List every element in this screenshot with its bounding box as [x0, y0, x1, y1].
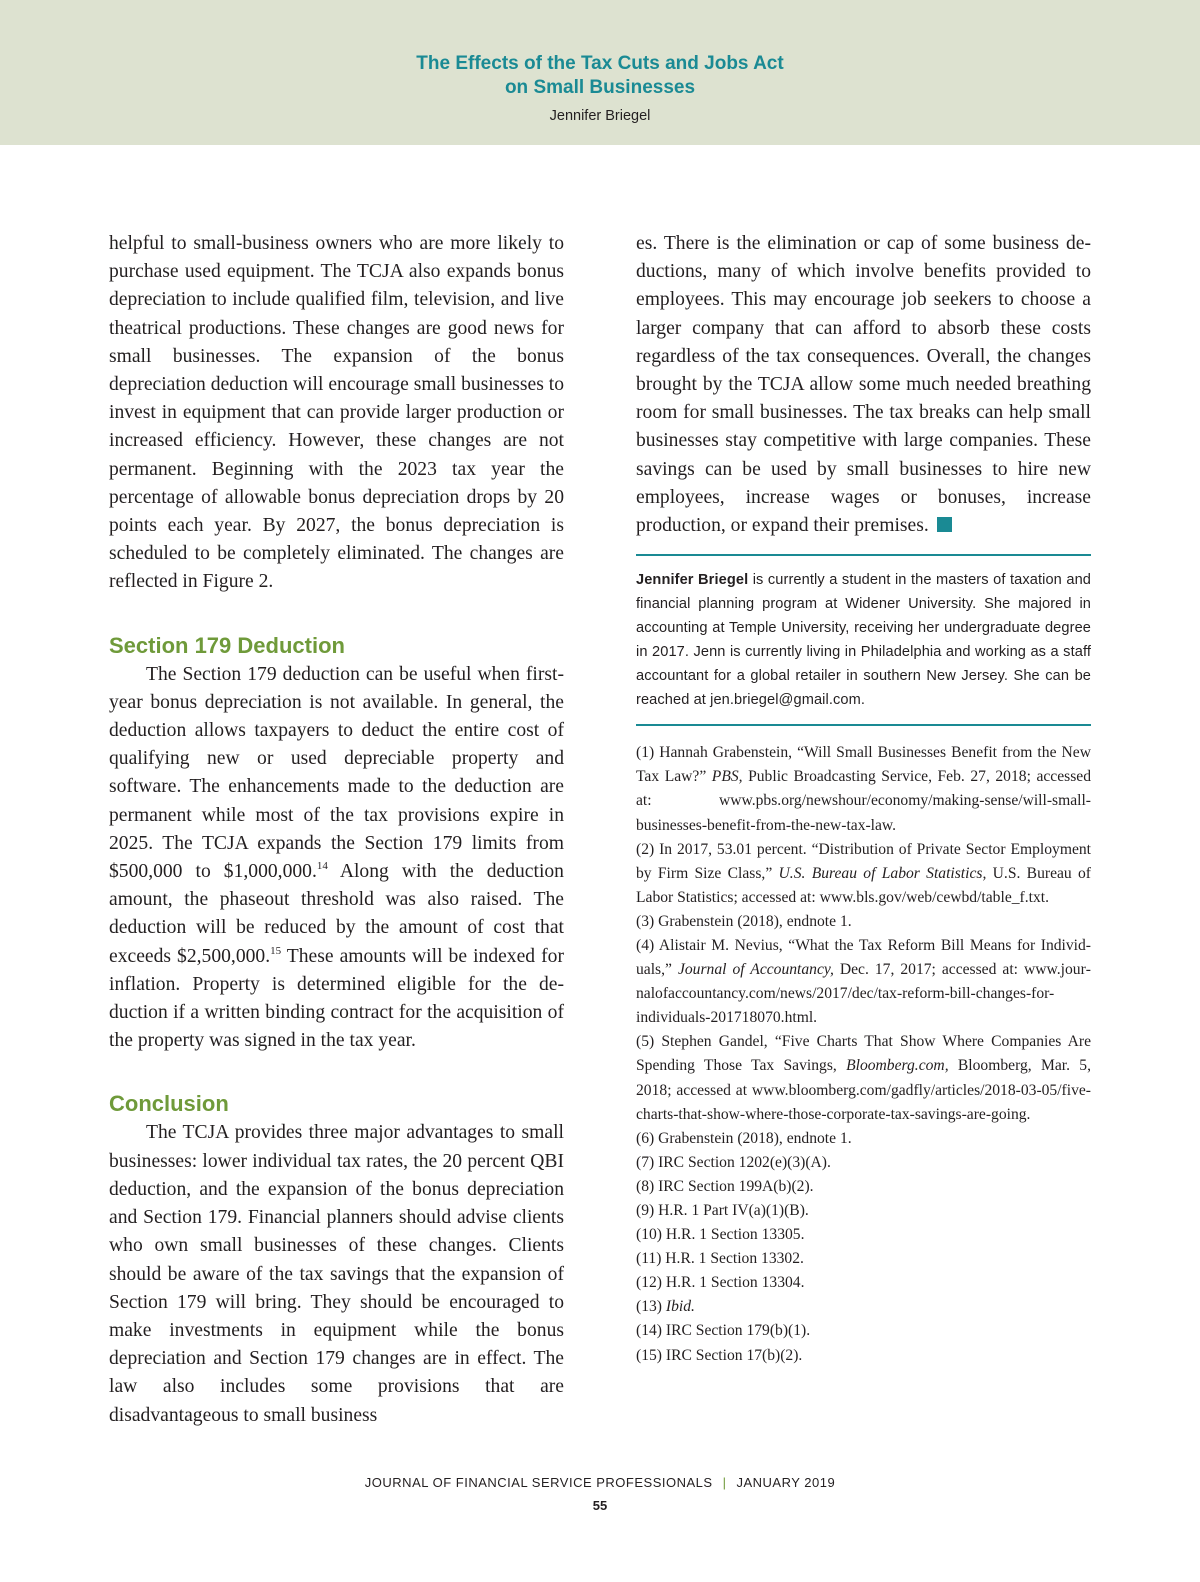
endnote-8: (8) IRC Section 199A(b)(2).	[636, 1177, 814, 1195]
body-paragraph-continued: es. There is the elimination or cap of some business deductions, many of which involve benefits provided to employees. This may encourage job seekers to choose a larger company that can afford to absorb these costs regardless of the tax consequences. Overall, the changes brought by the TCJA allow some much needed breathing room for small businesses. The tax breaks can help small businesses stay competitive with large companies. These savings can be used by small businesses to hire new employees, increase wages or bonuses, increase production, or expand their premises.	[636, 233, 1091, 537]
endnote-14: (14) IRC Section 179(b)(1).	[636, 1322, 811, 1340]
endnote-2: (2) In 2017, 53.01 percent. “Distribution of Private Sector Employment by Firm Size Class,” U.S. Bureau of Labor Statistics, U.S. Bureau of Labor Statistics; accessed at: www.bls.gov/web/cewbd/table_f.txt.	[636, 840, 1091, 906]
footer-journal-line	[0, 1475, 1200, 1490]
author-bio: Jennifer Briegel is currently a student in the masters of taxation and financial planning program at Widener University. She majored in accounting at Temple University, receiving her undergraduate degree in 2017. Jenn is currently living in Philadelphia and working as a staff accountant for a global retailer in southern New Jersey. She can be reached at jen.briegel@gmail.com.	[636, 572, 1091, 709]
bio-author-name: Jennifer Briegel	[636, 572, 749, 589]
endnote-ref-15[interactable]: 15	[270, 944, 282, 957]
endnote-11: (11) H.R. 1 Section 13302.	[636, 1250, 804, 1268]
header-author: Jennifer Briegel	[549, 108, 651, 124]
endnote-12: (12) H.R. 1 Section 13304.	[636, 1274, 805, 1292]
footer-separator: |	[722, 1475, 727, 1490]
endnote-7: (7) IRC Section 1202(e)(3)(A).	[636, 1153, 831, 1171]
endnote-13: (13) Ibid.	[636, 1298, 695, 1316]
journal-name: JOURNAL OF FINANCIAL SERVICE PROFESSIONALS	[364, 1475, 713, 1490]
page-number: 55	[592, 1498, 608, 1513]
endnote-1: (1) Hannah Grabenstein, “Will Small Businesses Benefit from the New Tax Law?” PBS, Public Broadcasting Service, Feb. 27, 2018; accessed at: www.pbs.org/newshour/economy/making-sense/will-small-businesses-benefit-from-the-new-tax-law.	[636, 744, 1091, 834]
article-title-line2: on Small Businesses	[504, 77, 696, 98]
running-header	[0, 0, 1200, 145]
body-paragraph-conclusion: The TCJA provides three major advantages to small businesses: lower individual tax rates, the 20 percent QBI deduction, and the expansion of the bonus depreciation and Section 179. Financial planners should advise clients who own small businesses of these changes. Clients should be aware of the tax savings that the expansion of Section 179 will bring. They should be encouraged to make investments in equipment while the bonus depreciation and Section 179 changes are in effect. The law also includes some provisions that are disadvantageous to small business	[109, 1122, 564, 1426]
endnote-ref-14[interactable]: 14	[316, 860, 328, 873]
endnote-15: (15) IRC Section 17(b)(2).	[636, 1346, 803, 1364]
endnote-5: (5) Stephen Gandel, “Five Charts That Show Where Companies Are Spending Those Tax Savings, Bloomberg.com, Bloomberg, Mar. 5, 2018; accessed at www.bloomberg.com/gadfly/articles/2018-03-05/five-charts-that-show-where-those-corporate-tax-savings-are-going.	[636, 1033, 1091, 1123]
endnote-3: (3) Grabenstein (2018), endnote 1.	[636, 912, 852, 930]
page-footer	[0, 1475, 1200, 1513]
endnote-6: (6) Grabenstein (2018), endnote 1.	[636, 1129, 852, 1147]
body-paragraph: helpful to small-business owners who are more likely to purchase used equipment. The TCJA also expands bonus depreciation to include qualified film, television, and live theatrical productions. These changes are good news for small businesses. The expansion of the bonus depreciation deduction will encourage small businesses to invest in equipment that can provide larger production or increased efficiency. However, these changes are not permanent. Beginning with the 2023 tax year the percentage of allowable bonus depreciation drops by 20 points each year. By 2027, the bonus depreciation is scheduled to be completely eliminated. The changes are reflected in Figure 2.	[109, 233, 564, 593]
issue-date: JANUARY 2019	[736, 1475, 836, 1490]
divider	[636, 724, 1091, 726]
article-title-line1: The Effects of the Tax Cuts and Jobs Act	[416, 53, 784, 74]
endnote-4: (4) Alistair M. Nevius, “What the Tax Reform Bill Means for Individuals,” Journal of Accountancy, Dec. 17, 2017; accessed at: www.journalofaccountancy.com/news/2017/dec/tax-reform-bill-changes-for-individuals-201718070.html.	[636, 936, 1091, 1027]
endnotes-list	[636, 741, 1091, 1367]
body-paragraph-179: The Section 179 deduction can be useful when first-year bonus depreciation is not available. In general, the deduction allows taxpayers to deduct the entire cost of qualifying new or used depreciable property and software. The enhancements made to the deduction are permanent while most of the tax provisions expire in 2025. The TCJA expands the Section 179 limits from $500,000 to $1,000,000.14 Along with the deduction amount, the phaseout threshold was also raised. The deduction will be reduced by the amount of cost that exceeds $2,500,000.15 These amounts will be indexed for inflation. Property is determined eligible for the deduction if a written binding contract for the acquisition of the property was signed in the tax year.	[109, 663, 564, 1052]
end-of-article-icon	[937, 517, 952, 532]
divider	[636, 554, 1091, 556]
endnote-9: (9) H.R. 1 Part IV(a)(1)(B).	[636, 1202, 809, 1220]
left-column	[109, 230, 564, 1430]
endnote-10: (10) H.R. 1 Section 13305.	[636, 1226, 805, 1244]
section-heading-conclusion: Conclusion	[109, 1091, 229, 1117]
section-heading-179: Section 179 Deduction	[109, 632, 345, 658]
right-column	[636, 230, 1091, 1368]
